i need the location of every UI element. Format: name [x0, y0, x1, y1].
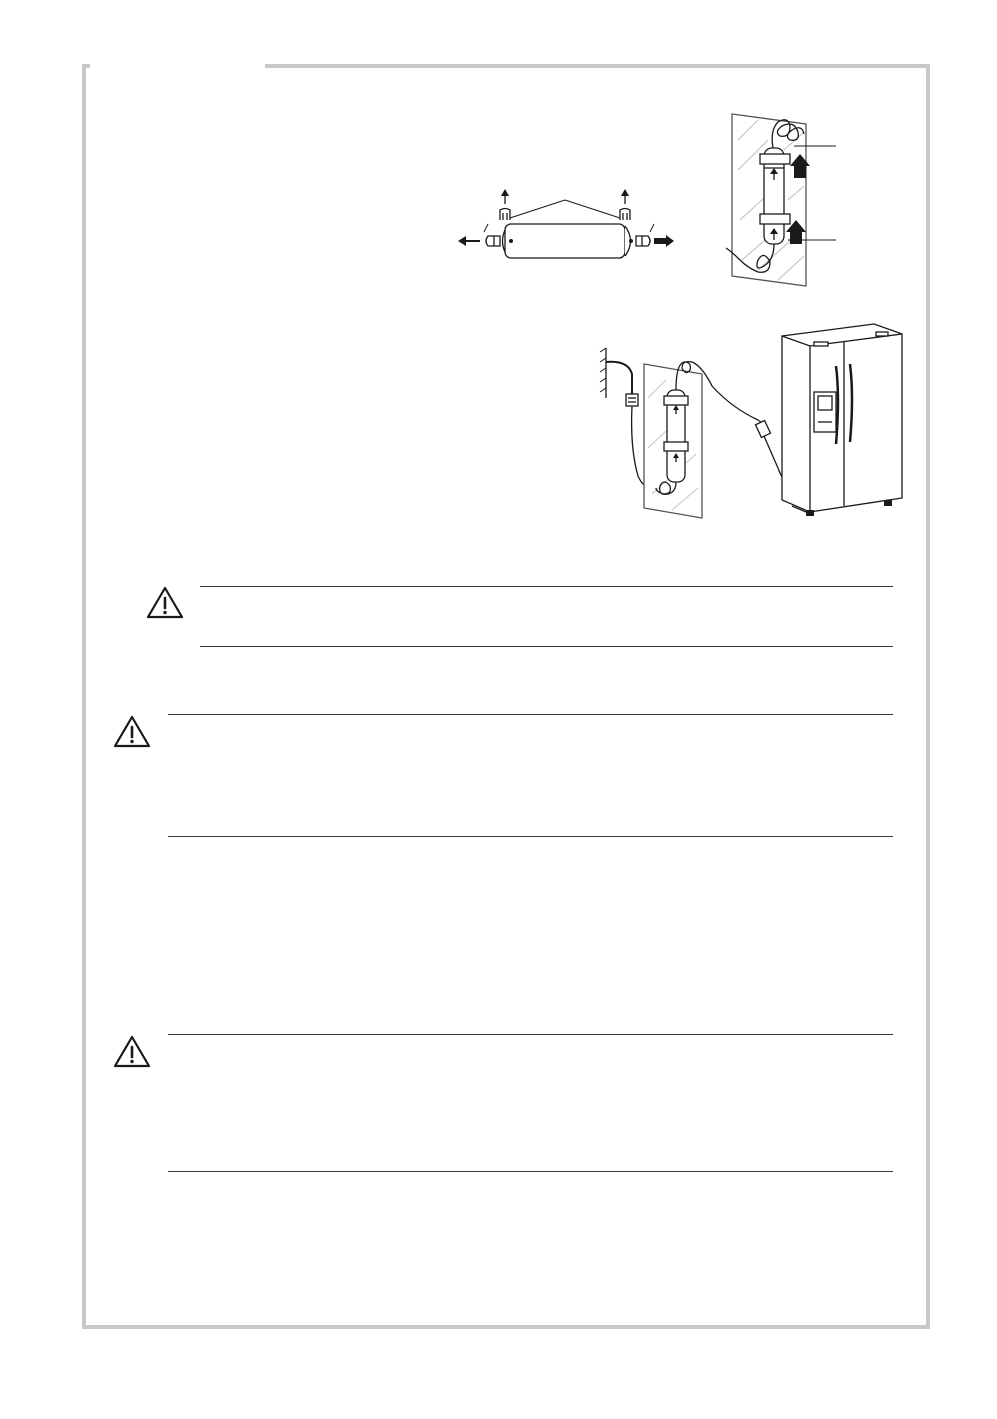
- wall-mounted-filter-figure: [718, 110, 848, 290]
- notice-1-top-rule: [200, 586, 893, 587]
- warning-triangle-icon: [112, 714, 152, 750]
- notice-1-bottom-rule: [200, 646, 893, 647]
- filter-cartridge-figure: [450, 180, 685, 270]
- notice-3-bottom-rule: [168, 1171, 893, 1172]
- notice-2-top-rule: [168, 714, 893, 715]
- refrigerator-connection-figure: [592, 318, 904, 524]
- warning-triangle-icon: [145, 585, 185, 621]
- warning-triangle-icon: [112, 1034, 152, 1070]
- notice-2-bottom-rule: [168, 836, 893, 837]
- notice-3-top-rule: [168, 1034, 893, 1035]
- frame-gap: [90, 60, 265, 72]
